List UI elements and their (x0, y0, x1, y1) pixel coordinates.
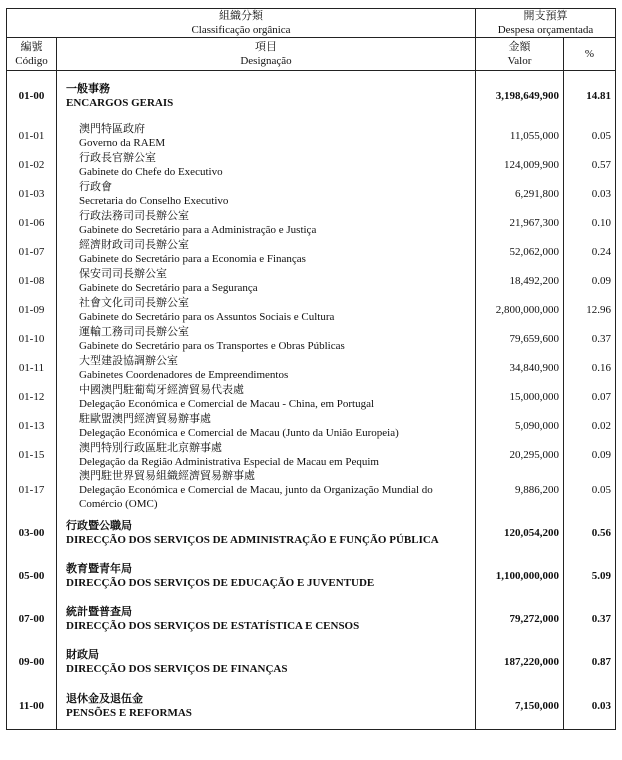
designation-pt: DIRECÇÃO DOS SERVIÇOS DE EDUCAÇÃO E JUVENTUDE (66, 576, 375, 589)
designation-zh: 經濟財政司司長辦公室 (79, 238, 189, 251)
row-designation (57, 208, 476, 237)
table-row (7, 150, 616, 179)
designation-zh: 一般事務 (66, 83, 110, 95)
table-row (7, 511, 616, 554)
row-value: 79,272,000 (476, 597, 564, 640)
row-pct: 5.09 (564, 554, 616, 597)
row-code: 09-00 (7, 640, 57, 683)
pct-header: % (564, 38, 616, 71)
designation-pt: DIRECÇÃO DOS SERVIÇOS DE ADMINISTRAÇÃO E FUNÇÃO PÚBLICA (66, 533, 439, 546)
row-pct: 0.03 (564, 179, 616, 208)
designation-pt: Gabinete do Chefe do Executivo (79, 165, 223, 178)
designation-zh: 退休金及退伍金 (66, 693, 143, 705)
table-row (7, 208, 616, 237)
row-value: 21,967,300 (476, 208, 564, 237)
row-designation (57, 554, 476, 597)
designation-pt: Gabinetes Coordenadores de Empreendimentos (79, 368, 289, 381)
budget-table (6, 8, 616, 730)
designation-zh: 澳門特別行政區駐北京辦事處 (79, 441, 222, 454)
row-code: 05-00 (7, 554, 57, 597)
table-row (7, 295, 616, 324)
designation-pt: ENCARGOS GERAIS (66, 97, 174, 109)
designation-zh: 行政暨公職局 (66, 519, 132, 532)
row-value: 2,800,000,000 (476, 295, 564, 324)
table-row (7, 71, 616, 122)
designation-pt: Gabinete do Secretário para a Segurança (79, 281, 258, 294)
row-code: 01-07 (7, 237, 57, 266)
row-value: 52,062,000 (476, 237, 564, 266)
row-designation (57, 353, 476, 382)
value-header (476, 38, 564, 71)
row-designation (57, 150, 476, 179)
table-row (7, 324, 616, 353)
row-value: 3,198,649,900 (476, 71, 564, 122)
row-pct: 0.16 (564, 353, 616, 382)
item-zh: 項目 (255, 41, 277, 53)
row-value: 1,100,000,000 (476, 554, 564, 597)
value-zh: 金額 (508, 41, 531, 53)
code-zh: 編號 (20, 41, 43, 53)
designation-zh: 大型建設協調辦公室 (79, 354, 178, 367)
row-designation (57, 237, 476, 266)
row-code: 01-09 (7, 295, 57, 324)
classification-header (7, 9, 476, 38)
row-code: 01-02 (7, 150, 57, 179)
code-header (7, 38, 57, 71)
designation-zh: 行政長官辦公室 (79, 151, 156, 164)
code-pt: Código (15, 55, 48, 67)
designation-pt: Gabinete do Secretário para os Assuntos Sociais e Cultura (79, 310, 335, 323)
budget-zh: 開支預算 (523, 10, 568, 22)
classification-zh: 組織分類 (219, 10, 263, 22)
row-code: 01-06 (7, 208, 57, 237)
table-row (7, 554, 616, 597)
row-pct: 14.81 (564, 71, 616, 122)
designation-pt: DIRECÇÃO DOS SERVIÇOS DE FINANÇAS (66, 662, 288, 675)
row-pct: 0.02 (564, 411, 616, 440)
row-designation (57, 440, 476, 469)
table-row (7, 353, 616, 382)
row-pct: 0.57 (564, 150, 616, 179)
designation-pt: Delegação Económica e Comercial de Macau (Junto da União Europeia) (79, 426, 399, 439)
row-pct: 0.05 (564, 121, 616, 150)
row-designation (57, 266, 476, 295)
row-value: 34,840,900 (476, 353, 564, 382)
designation-pt: DIRECÇÃO DOS SERVIÇOS DE ESTATÍSTICA E CENSOS (66, 619, 360, 632)
designation-zh: 財政局 (66, 648, 99, 661)
row-code: 07-00 (7, 597, 57, 640)
designation-pt: Secretaria do Conselho Executivo (79, 194, 229, 207)
row-code: 01-08 (7, 266, 57, 295)
row-value: 79,659,600 (476, 324, 564, 353)
row-pct: 0.05 (564, 469, 616, 511)
designation-pt: Delegação da Região Administrativa Especial de Macau em Pequim (79, 455, 379, 468)
row-code: 01-17 (7, 469, 57, 511)
table-row (7, 440, 616, 469)
row-designation (57, 511, 476, 554)
row-designation (57, 640, 476, 683)
row-pct: 0.24 (564, 237, 616, 266)
row-code: 01-11 (7, 353, 57, 382)
designation-zh: 澳門特區政府 (79, 122, 145, 135)
row-code: 01-00 (7, 71, 57, 122)
row-code: 01-15 (7, 440, 57, 469)
designation-pt: Gabinete do Secretário para os Transportes e Obras Públicas (79, 339, 345, 352)
table-row (7, 411, 616, 440)
row-pct: 0.37 (564, 597, 616, 640)
row-code: 01-12 (7, 382, 57, 411)
row-pct: 0.03 (564, 683, 616, 730)
table-row (7, 237, 616, 266)
budget-pt: Despesa orçamentada (497, 24, 594, 36)
row-designation (57, 121, 476, 150)
row-value: 5,090,000 (476, 411, 564, 440)
row-designation (57, 469, 476, 511)
row-pct: 0.56 (564, 511, 616, 554)
row-pct: 0.09 (564, 266, 616, 295)
row-value: 7,150,000 (476, 683, 564, 730)
designation-zh: 保安司司長辦公室 (79, 267, 167, 280)
row-designation (57, 597, 476, 640)
table-row (7, 121, 616, 150)
table-row (7, 597, 616, 640)
designation-zh: 行政會 (79, 180, 112, 193)
row-code: 11-00 (7, 683, 57, 730)
row-value: 9,886,200 (476, 469, 564, 511)
row-value: 11,055,000 (476, 121, 564, 150)
budget-header (476, 9, 616, 38)
row-code: 01-10 (7, 324, 57, 353)
designation-zh: 社會文化司司長辦公室 (79, 296, 189, 309)
designation-pt: Gabinete do Secretário para a Administração e Justiça (79, 223, 317, 236)
row-pct: 0.09 (564, 440, 616, 469)
row-designation (57, 324, 476, 353)
designation-zh: 澳門駐世界貿易組織經濟貿易辦事處 (79, 470, 255, 482)
row-value: 18,492,200 (476, 266, 564, 295)
item-header (57, 38, 476, 71)
row-pct: 0.37 (564, 324, 616, 353)
designation-zh: 行政法務司司長辦公室 (79, 209, 189, 222)
header-row-1 (7, 9, 616, 38)
table-row (7, 266, 616, 295)
row-pct: 0.10 (564, 208, 616, 237)
row-value: 120,054,200 (476, 511, 564, 554)
table-row (7, 382, 616, 411)
classification-pt: Classificação orgânica (191, 24, 291, 36)
row-designation (57, 295, 476, 324)
row-pct: 0.07 (564, 382, 616, 411)
row-value: 6,291,800 (476, 179, 564, 208)
row-designation (57, 683, 476, 730)
designation-pt: Governo da RAEM (79, 136, 166, 149)
designation-pt: Delegação Económica e Comercial de Macau - China, em Portugal (79, 397, 375, 410)
row-designation (57, 179, 476, 208)
row-value: 124,009,900 (476, 150, 564, 179)
designation-zh: 中國澳門駐葡萄牙經濟貿易代表處 (79, 383, 244, 396)
row-code: 03-00 (7, 511, 57, 554)
row-designation (57, 71, 476, 122)
row-value: 20,295,000 (476, 440, 564, 469)
row-value: 15,000,000 (476, 382, 564, 411)
designation-pt: PENSÕES E REFORMAS (66, 707, 192, 719)
row-code: 01-01 (7, 121, 57, 150)
row-designation (57, 382, 476, 411)
value-pt: Valor (507, 55, 532, 67)
table-row (7, 640, 616, 683)
row-code: 01-13 (7, 411, 57, 440)
row-pct: 0.87 (564, 640, 616, 683)
table-row (7, 469, 616, 511)
header-row-2 (7, 38, 616, 71)
designation-pt: Delegação Económica e Comercial de Macau, junto da Organização Mundial do Comércio (OMC) (79, 484, 433, 510)
designation-zh: 運輸工務司司長辦公室 (79, 325, 189, 338)
row-pct: 12.96 (564, 295, 616, 324)
designation-zh: 統計暨普查局 (66, 605, 132, 618)
table-row (7, 683, 616, 730)
designation-zh: 駐歐盟澳門經濟貿易辦事處 (79, 412, 211, 425)
item-pt: Designação (240, 55, 292, 67)
row-code: 01-03 (7, 179, 57, 208)
table-row (7, 179, 616, 208)
row-designation (57, 411, 476, 440)
designation-pt: Gabinete do Secretário para a Economia e Finanças (79, 252, 306, 265)
designation-zh: 教育暨青年局 (66, 562, 132, 575)
row-value: 187,220,000 (476, 640, 564, 683)
